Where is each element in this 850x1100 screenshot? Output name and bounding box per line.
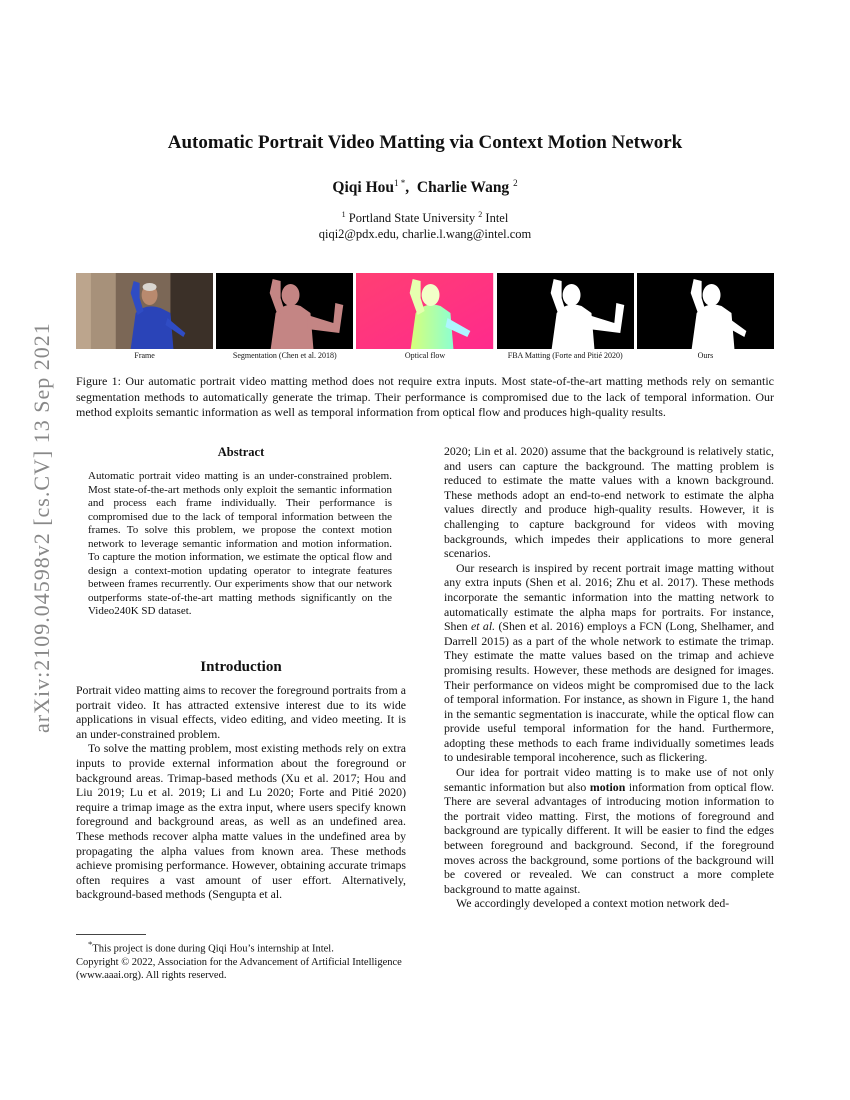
author-1: Qiqi Hou <box>332 179 395 197</box>
panel-segmentation-image <box>216 273 353 349</box>
text-run: Our idea for portrait video matting is to make use of not only semantic information but also <box>444 765 774 794</box>
arxiv-stamp: arXiv:2109.04598v2 [cs.CV] 13 Sep 2021 <box>29 322 54 733</box>
text-run: information from optical flow. There are several advantages of introducing motion information to the portrait video matting. First, the motions of foreground and background are typically different. It will be easier to find the edges between foreground and background. Second, if the foreground moves across the background, some portions of the background will be covered or revealed. We can construct a more complete background to matte against. <box>444 779 774 896</box>
affil-sup-1: 1 <box>341 210 346 219</box>
panel-caption: Frame <box>134 351 155 360</box>
affiliations <box>0 207 850 242</box>
text-run: (Shen et al. 2016) employs a FCN (Long, Shelhamer, and Darrell 2015) as a part of the whole network to estimate the trimap. They estimate the matte values based on the trimap and achieve promising results. However, these methods are designed for images. Their performance on videos might be compromised due to the lack of temporal information. For instance, as shown in Figure 1, the hand in the semantic segmentation is inaccurate, while the optical flow can provide useful temporal information for the hand. Furthermore, adopting these methods to each frame individually sometimes leads to undesirable temporal incoherence, such as flickering. <box>444 619 774 765</box>
panel-ours-image <box>637 273 774 349</box>
introduction-heading: Introduction <box>200 659 282 675</box>
affil-1: Portland State University <box>348 211 476 226</box>
text-run-italic: et al. <box>471 619 496 634</box>
left-column <box>76 683 406 902</box>
footnote-text: This project is done during Qiqi Hou’s internship at Intel. <box>92 943 334 955</box>
author-2: Charlie Wang <box>416 179 510 197</box>
footnote-rule <box>76 934 146 935</box>
author-1-sup: 1 * <box>394 178 406 188</box>
paragraph: We accordingly developed a context motion network ded- <box>456 896 730 911</box>
paragraph <box>444 561 774 765</box>
panel-fba-matting-image <box>497 273 634 349</box>
footnote-mark: * <box>88 939 93 949</box>
text-run: Our research is inspired by recent portrait image matting without any extra inputs (Shen et al. 2016; Zhu et al. 2017). These methods incorporate the semantic information into the matting network to automatically estimate the alpha maps for portraits. For instance, Shen <box>444 560 774 634</box>
abstract-heading: Abstract <box>217 445 265 459</box>
paragraph <box>444 765 774 896</box>
copyright-notice: Copyright © 2022, Association for the Advancement of Artificial Intelligence (www.aaai.org). All rights reserved. <box>76 956 402 981</box>
figure-panel-captions <box>76 351 774 360</box>
panel-optical-flow-image <box>356 273 493 349</box>
authors: Qiqi Hou$^{1 *}$, Charlie Wang $^2$ <box>332 178 518 197</box>
figure-caption: Figure 1: Our automatic portrait video matting method does not require extra inputs. Most state-of-the-art matting methods rely on semantic segmentation methods to automatically generate the trimap. Their performance is compromised due to the lack of temporal information. Our method exploits semantic information as well as temporal information from optical flow and produces high-quality results. <box>76 374 774 419</box>
abstract-text: Automatic portrait video matting is an under-constrained problem. Most state-of-the-art methods only exploit the semantic information and process each frame individually. Their performance is compromised due to the lack of temporal information between the frames. To solve this problem, we propose the context motion network to leverage semantic information and motion information. To capture the motion information, we estimate the optical flow and design a context-motion updating operator to integrate features between frames recurrently. Our experiments show that our network outperforms state-of-the-art matting methods significantly on the Video240K SD dataset. <box>88 470 392 617</box>
panel-caption: Segmentation (Chen et al. 2018) <box>232 351 337 360</box>
paragraph: To solve the matting problem, most existing methods rely on extra inputs to provide external information about the foreground or background areas. Trimap-based methods (Xu et al. 2017; Hou and Liu 2019; Lu et al. 2019; Li and Lu 2020; Forte and Pitié 2020) require a trimap image as the extra input, where users specify known foreground and background areas, as well as an undefined area. These methods recover alpha matte values in the undefined area by propagating the alpha values from known area. These methods achieve promising performance. However, obtaining accurate trimaps often requires a vast amount of user effort. Alternatively, background-based methods (Sengupta et al. <box>76 741 406 902</box>
author-emails: qiqi2@pdx.edu, charlie.l.wang@intel.com <box>318 227 532 242</box>
text-run-bold: motion <box>589 779 626 794</box>
paragraph: 2020; Lin et al. 2020) assume that the background is relatively static, and users can capture the background. The matting problem is reduced to estimate the matte values with a known background. These methods adopt an end-to-end network to estimate the alpha values directly and produce high-quality results. However, it is challenging to capture background for videos with moving backgrounds, which impedes their applications to more general scenarios. <box>444 444 774 561</box>
paragraph: Portrait video matting aims to recover the foreground portraits from a portrait video. It has attracted extensive interest due to its wide applications in visual effects, video editing, and video meeting. It is an under-constrained problem. <box>76 683 406 741</box>
panel-caption: Ours <box>697 351 714 360</box>
figure-1 <box>76 273 774 349</box>
right-column <box>444 444 774 911</box>
affil-sup-2: 2 <box>478 210 483 219</box>
panel-caption: Optical flow <box>404 351 446 360</box>
footnote <box>76 938 406 982</box>
panel-caption: FBA Matting (Forte and Pitié 2020) <box>507 351 623 360</box>
paper-title: Automatic Portrait Video Matting via Context Motion Network <box>167 132 683 153</box>
affil-2: Intel <box>485 211 509 226</box>
panel-frame-image <box>76 273 213 349</box>
author-2-sup: 2 <box>513 178 518 188</box>
